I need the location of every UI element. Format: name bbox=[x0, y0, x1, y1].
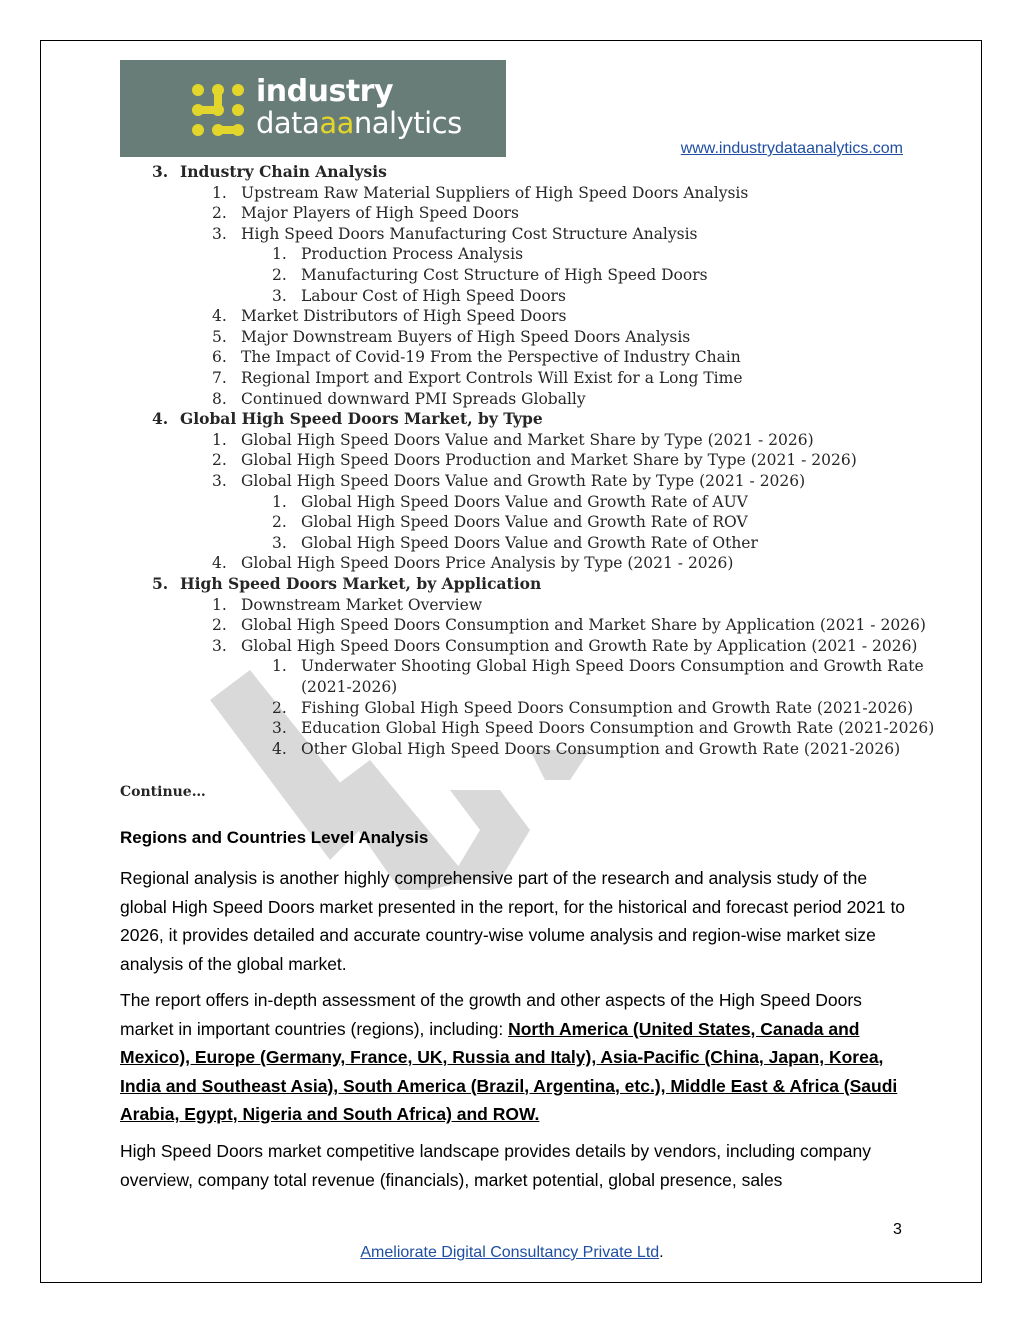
logo-word-dataanalytics: dataaanalytics bbox=[256, 106, 462, 140]
toc-item-text: Global High Speed Doors Price Analysis by Type (2021 - 2026) bbox=[241, 554, 734, 573]
toc-item-text: Other Global High Speed Doors Consumption and Growth Rate (2021-2026) bbox=[301, 739, 901, 758]
toc-item-text: (2021-2026) bbox=[301, 678, 398, 696]
toc-item-text: Global High Speed Doors Value and Growth Rate of ROV bbox=[301, 513, 748, 532]
toc-item-text: Continued downward PMI Spreads Globally bbox=[241, 389, 586, 408]
logo-dots-icon bbox=[190, 82, 246, 138]
toc-item-text: Labour Cost of High Speed Doors bbox=[301, 286, 566, 305]
toc-item-text: Downstream Market Overview bbox=[241, 595, 483, 614]
website-link[interactable]: www.industrydataanalytics.com bbox=[680, 140, 903, 157]
toc-item-number: 4. bbox=[212, 554, 227, 573]
toc-item-text: Global High Speed Doors Production and Market Share by Type (2021 - 2026) bbox=[241, 451, 857, 470]
toc-item-number: 1. bbox=[272, 657, 287, 676]
paragraph-regions-intro: The report offers in-depth assessment of the growth and other aspects of the High Speed Doors market in important countries (regions), including: bbox=[120, 990, 862, 1039]
toc-item-text: Fishing Global High Speed Doors Consumption and Growth Rate (2021-2026) bbox=[301, 698, 914, 717]
toc-item-number: 3. bbox=[212, 224, 227, 243]
toc-item-number: 3. bbox=[272, 533, 287, 552]
toc-item-number: 1. bbox=[272, 492, 287, 511]
paragraph-regional-analysis: Regional analysis is another highly comprehensive part of the research and analysis study of the global High Speed Doors market presented in the report, for the historical and forecast period 2021 to 2026, it provides detailed and accurate country-wise volume analysis and region-wise market size analysis of the global market. bbox=[120, 868, 906, 974]
toc-item-number: 2. bbox=[272, 698, 287, 717]
toc-item-text: Regional Import and Export Controls Will Exist for a Long Time bbox=[241, 369, 743, 387]
toc-item-number: 4. bbox=[272, 739, 287, 758]
toc-item-number: 2. bbox=[212, 204, 227, 223]
regions-list-link[interactable]: North America (United States, Canada and Mexico), Europe (Germany, France, UK, Russia and Italy), Asia-Pacific (China, Japan, Korea, India and Southeast Asia), South America (Brazil, Argentina, etc.), Middle East & Africa (Saudi Arabia, Egypt, Nigeria and South Africa) and ROW. bbox=[120, 1018, 898, 1124]
toc-item-number: 7. bbox=[212, 369, 227, 387]
toc-item-text: High Speed Doors Market, by Application bbox=[180, 574, 542, 593]
toc-item-text: High Speed Doors Manufacturing Cost Structure Analysis bbox=[241, 224, 698, 243]
toc-item-number: 1. bbox=[272, 245, 287, 264]
toc-item-text: Upstream Raw Material Suppliers of High Speed Doors Analysis bbox=[241, 183, 749, 202]
toc-item-number: 2. bbox=[212, 451, 227, 470]
toc-item-text: Industry Chain Analysis bbox=[180, 162, 387, 181]
company-link[interactable]: Ameliorate Digital Consultancy Private Ltd bbox=[360, 1244, 660, 1261]
toc-item-number: 3. bbox=[152, 162, 169, 181]
toc-item-text: Global High Speed Doors Value and Market Share by Type (2021 - 2026) bbox=[241, 430, 814, 449]
toc-item-number: 2. bbox=[272, 513, 287, 532]
paragraph-competitive-landscape: High Speed Doors market competitive landscape provides details by vendors, including company overview, company total revenue (financials), market potential, global presence, sales bbox=[120, 1141, 871, 1190]
toc-item-text: Global High Speed Doors Value and Growth Rate by Type (2021 - 2026) bbox=[241, 472, 806, 490]
toc-item-number: 2. bbox=[272, 266, 287, 284]
toc-item-number: 5. bbox=[152, 574, 169, 593]
toc-item-text: Production Process Analysis bbox=[301, 245, 524, 264]
toc-item-text: Manufacturing Cost Structure of High Speed Doors bbox=[301, 266, 708, 284]
page-number: 3 bbox=[893, 1221, 902, 1238]
toc-item-number: 8. bbox=[212, 389, 227, 408]
toc-item-number: 6. bbox=[212, 348, 227, 367]
toc-item-number: 3. bbox=[212, 472, 227, 490]
logo-word-industry: industry bbox=[256, 74, 394, 109]
toc-item-text: Major Downstream Buyers of High Speed Doors Analysis bbox=[241, 327, 691, 346]
toc-item-text: Global High Speed Doors Value and Growth Rate of Other bbox=[301, 533, 758, 552]
section-heading: Regions and Countries Level Analysis bbox=[120, 828, 429, 847]
toc-item-number: 3. bbox=[272, 719, 287, 738]
toc-item-text: The Impact of Covid-19 From the Perspective of Industry Chain bbox=[241, 348, 741, 367]
company-suffix: . bbox=[659, 1244, 664, 1261]
toc-item-number: 1. bbox=[212, 595, 227, 614]
toc-item-number: 2. bbox=[212, 616, 227, 635]
footer bbox=[0, 1244, 1024, 1262]
toc-item-text: Education Global High Speed Doors Consumption and Growth Rate (2021-2026) bbox=[301, 719, 935, 738]
toc-item-number: 5. bbox=[212, 327, 227, 346]
toc-item-number: 4. bbox=[212, 307, 227, 326]
toc-item-text: Global High Speed Doors Consumption and Market Share by Application (2021 - 2026) bbox=[241, 616, 926, 635]
toc-item-number: 4. bbox=[152, 409, 169, 429]
toc-item-text: Global High Speed Doors Market, by Type bbox=[180, 409, 543, 429]
toc-item-text: Major Players of High Speed Doors bbox=[241, 204, 519, 223]
toc-item-number: 1. bbox=[212, 430, 227, 449]
toc-item-number: 1. bbox=[212, 183, 227, 202]
paragraph-regions bbox=[120, 986, 910, 1129]
toc-item-text: Market Distributors of High Speed Doors bbox=[241, 307, 567, 326]
continue-label: Continue… bbox=[120, 784, 206, 800]
toc-item-text: Global High Speed Doors Value and Growth Rate of AUV bbox=[301, 492, 748, 511]
toc-item-text: Underwater Shooting Global High Speed Doors Consumption and Growth Rate bbox=[301, 657, 924, 676]
toc-item-number: 3. bbox=[272, 286, 287, 305]
company-logo bbox=[120, 60, 506, 157]
toc-item-text: Global High Speed Doors Consumption and Growth Rate by Application (2021 - 2026) bbox=[241, 636, 918, 655]
toc-item-number: 3. bbox=[212, 636, 227, 655]
